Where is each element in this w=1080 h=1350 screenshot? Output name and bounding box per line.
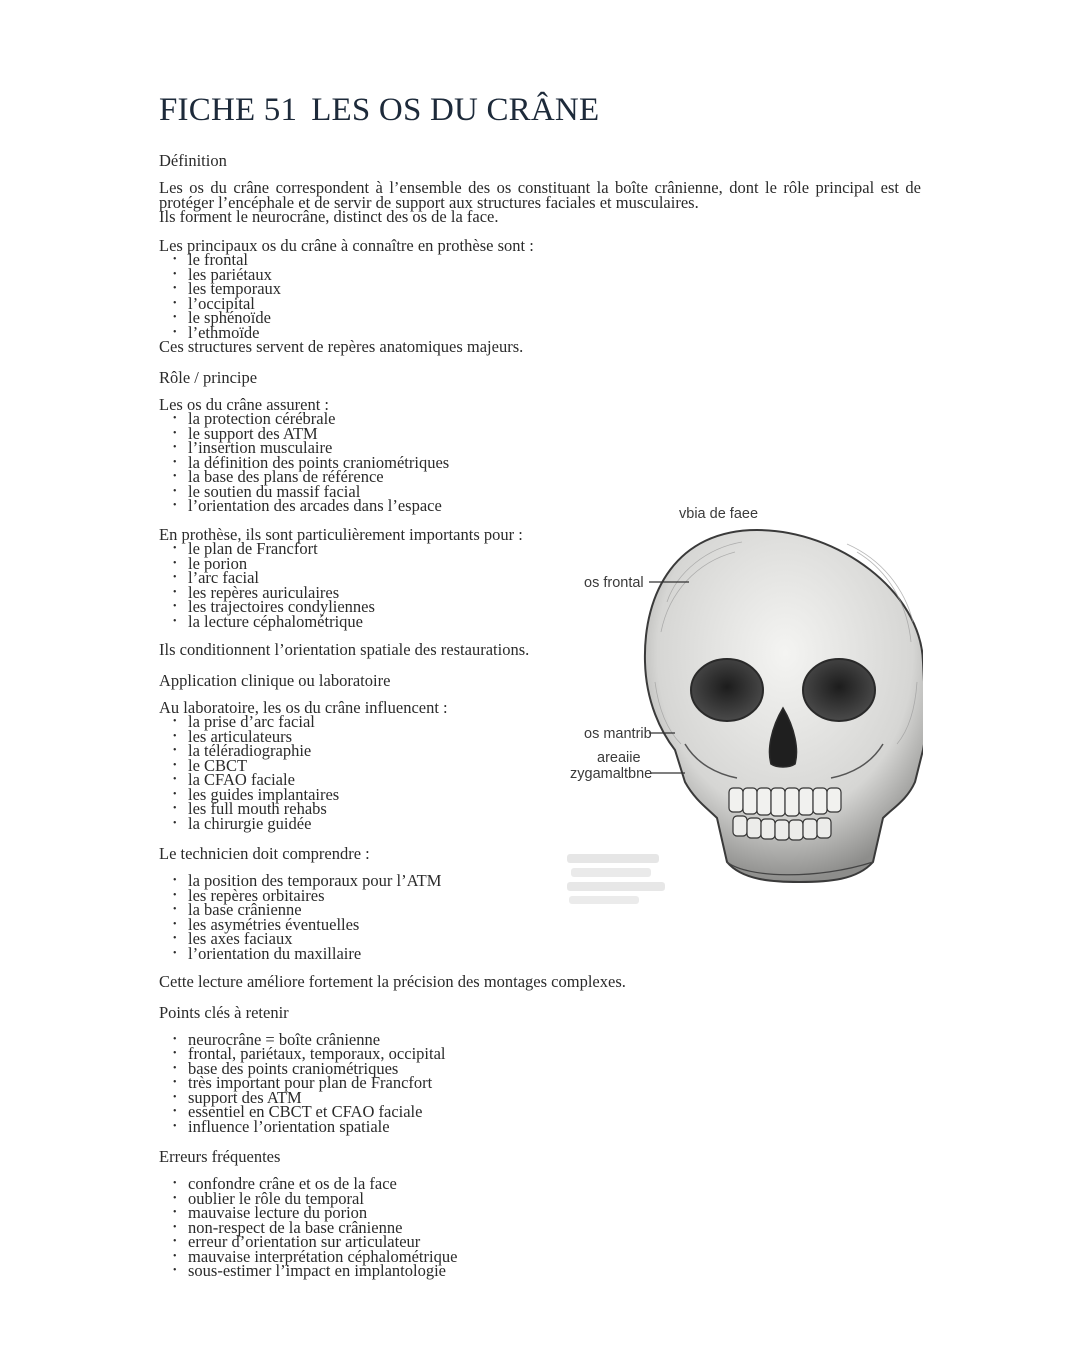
list-item: • le plan de Francfort	[188, 542, 921, 557]
list-item: • les axes faciaux	[188, 932, 921, 947]
list-item: • le soutien du massif facial	[188, 485, 921, 500]
list-item: • neurocrâne = boîte crânienne	[188, 1033, 921, 1048]
application-conclusion: Cette lecture améliore fortement la précision des montages complexes.	[159, 972, 626, 991]
list-item: • sous-estimer l’impact en implantologie	[188, 1264, 921, 1279]
list-item: • la lecture céphalométrique	[188, 615, 921, 630]
list-item: • le CBCT	[188, 759, 921, 774]
list-item: • la position des temporaux pour l’ATM	[188, 874, 921, 889]
list-item: • les trajectoires condyliennes	[188, 600, 921, 615]
role-conclusion: Ils conditionnent l’orientation spatiale des restaurations.	[159, 640, 530, 659]
section-heading-definition: Définition	[159, 151, 227, 170]
list-item: • confondre crâne et os de la face	[188, 1177, 921, 1192]
list-item: • la définition des points craniométriques	[188, 456, 921, 471]
left-orbit	[691, 659, 763, 721]
list-item: • très important pour plan de Francfort	[188, 1076, 921, 1091]
list-item: • les full mouth rehabs	[188, 802, 921, 817]
label-frontal: os frontal	[584, 575, 644, 591]
list-item: • la téléradiographie	[188, 744, 921, 759]
list-item: • l’ethmoïde	[188, 326, 921, 341]
list-item: • le support des ATM	[188, 427, 921, 442]
section-heading-application: Application clinique ou laboratoire	[159, 670, 391, 690]
label-top: vbia de faee	[679, 506, 759, 522]
section-heading-key-points: Points clés à retenir	[159, 1002, 289, 1022]
list-item: • le frontal	[188, 253, 921, 268]
definition-paragraph-2: Ils forment le neurocrâne, distinct des os de la face.	[159, 207, 499, 226]
list-item: • la prise d’arc facial	[188, 715, 921, 730]
list-item: • les pariétaux	[188, 268, 921, 283]
application-intro: Au laboratoire, les os du crâne influencent :	[159, 697, 448, 717]
list-item: • le porion	[188, 557, 921, 572]
list-item: • non-respect de la base crânienne	[188, 1221, 921, 1236]
definition-conclusion: Ces structures servent de repères anatomiques majeurs.	[159, 337, 524, 356]
list-item: • l’insertion musculaire	[188, 441, 921, 456]
key-points-list	[159, 1029, 921, 1136]
list-item: • base des points craniométriques	[188, 1062, 921, 1077]
bones-list	[159, 250, 921, 342]
fiche-number: FICHE 51	[159, 92, 298, 128]
upper-teeth	[729, 788, 841, 816]
skull-illustration	[557, 482, 923, 912]
right-orbit	[803, 659, 875, 721]
list-item: • mauvaise interprétation céphalométrique	[188, 1250, 921, 1265]
list-item: • l’arc facial	[188, 571, 921, 586]
list-item: • les temporaux	[188, 282, 921, 297]
list-item: • la CFAO faciale	[188, 773, 921, 788]
label-arcade: areaiie	[597, 750, 641, 766]
list-item: • influence l’orientation spatiale	[188, 1120, 921, 1135]
page-title	[159, 90, 921, 130]
label-zygomatic: zygamaltbne	[570, 766, 653, 782]
definition-intro: Les principaux os du crâne à connaître en prothèse sont :	[159, 235, 534, 255]
label-mandible: os mantrib	[584, 726, 652, 742]
list-item: • support des ATM	[188, 1091, 921, 1106]
list-item: • l’orientation du maxillaire	[188, 947, 921, 962]
list-item: • essentiel en CBCT et CFAO faciale	[188, 1105, 921, 1120]
definition-paragraph: Les os du crâne correspondent à l’ensemble des os constituant la boîte crânienne, dont le rôle principal est de protéger l’encéphale et de servir de support aux structures faciales et musculaires.	[159, 178, 921, 212]
application-intro-2: Le technicien doit comprendre :	[159, 844, 370, 863]
list-item: • les repères orbitaires	[188, 889, 921, 904]
role-intro: Les os du crâne assurent :	[159, 394, 329, 414]
list-item: • l’occipital	[188, 297, 921, 312]
list-item: • la protection cérébrale	[188, 412, 921, 427]
list-item: • l’orientation des arcades dans l’espace	[188, 499, 921, 514]
list-item: • les repères auriculaires	[188, 586, 921, 601]
list-item: • la base des plans de référence	[188, 470, 921, 485]
list-item: • les asymétries éventuelles	[188, 918, 921, 933]
list-item: • la chirurgie guidée	[188, 817, 921, 832]
role-intro-2: En prothèse, ils sont particulièrement importants pour :	[159, 524, 523, 544]
list-item: • les guides implantaires	[188, 788, 921, 803]
list-item: • erreur d’orientation sur articulateur	[188, 1235, 921, 1250]
list-item: • les articulateurs	[188, 730, 921, 745]
section-heading-role: Rôle / principe	[159, 367, 258, 387]
list-item: • le sphénoïde	[188, 311, 921, 326]
list-item: • frontal, pariétaux, temporaux, occipital	[188, 1047, 921, 1062]
fiche-title: LES OS DU CRÂNE	[311, 92, 600, 128]
section-heading-errors: Erreurs fréquentes	[159, 1147, 281, 1166]
errors-list	[159, 1174, 921, 1280]
list-item: • mauvaise lecture du porion	[188, 1206, 921, 1221]
skull-drawing	[557, 482, 923, 912]
list-item: • la base crânienne	[188, 903, 921, 918]
list-item: • oublier le rôle du temporal	[188, 1192, 921, 1207]
